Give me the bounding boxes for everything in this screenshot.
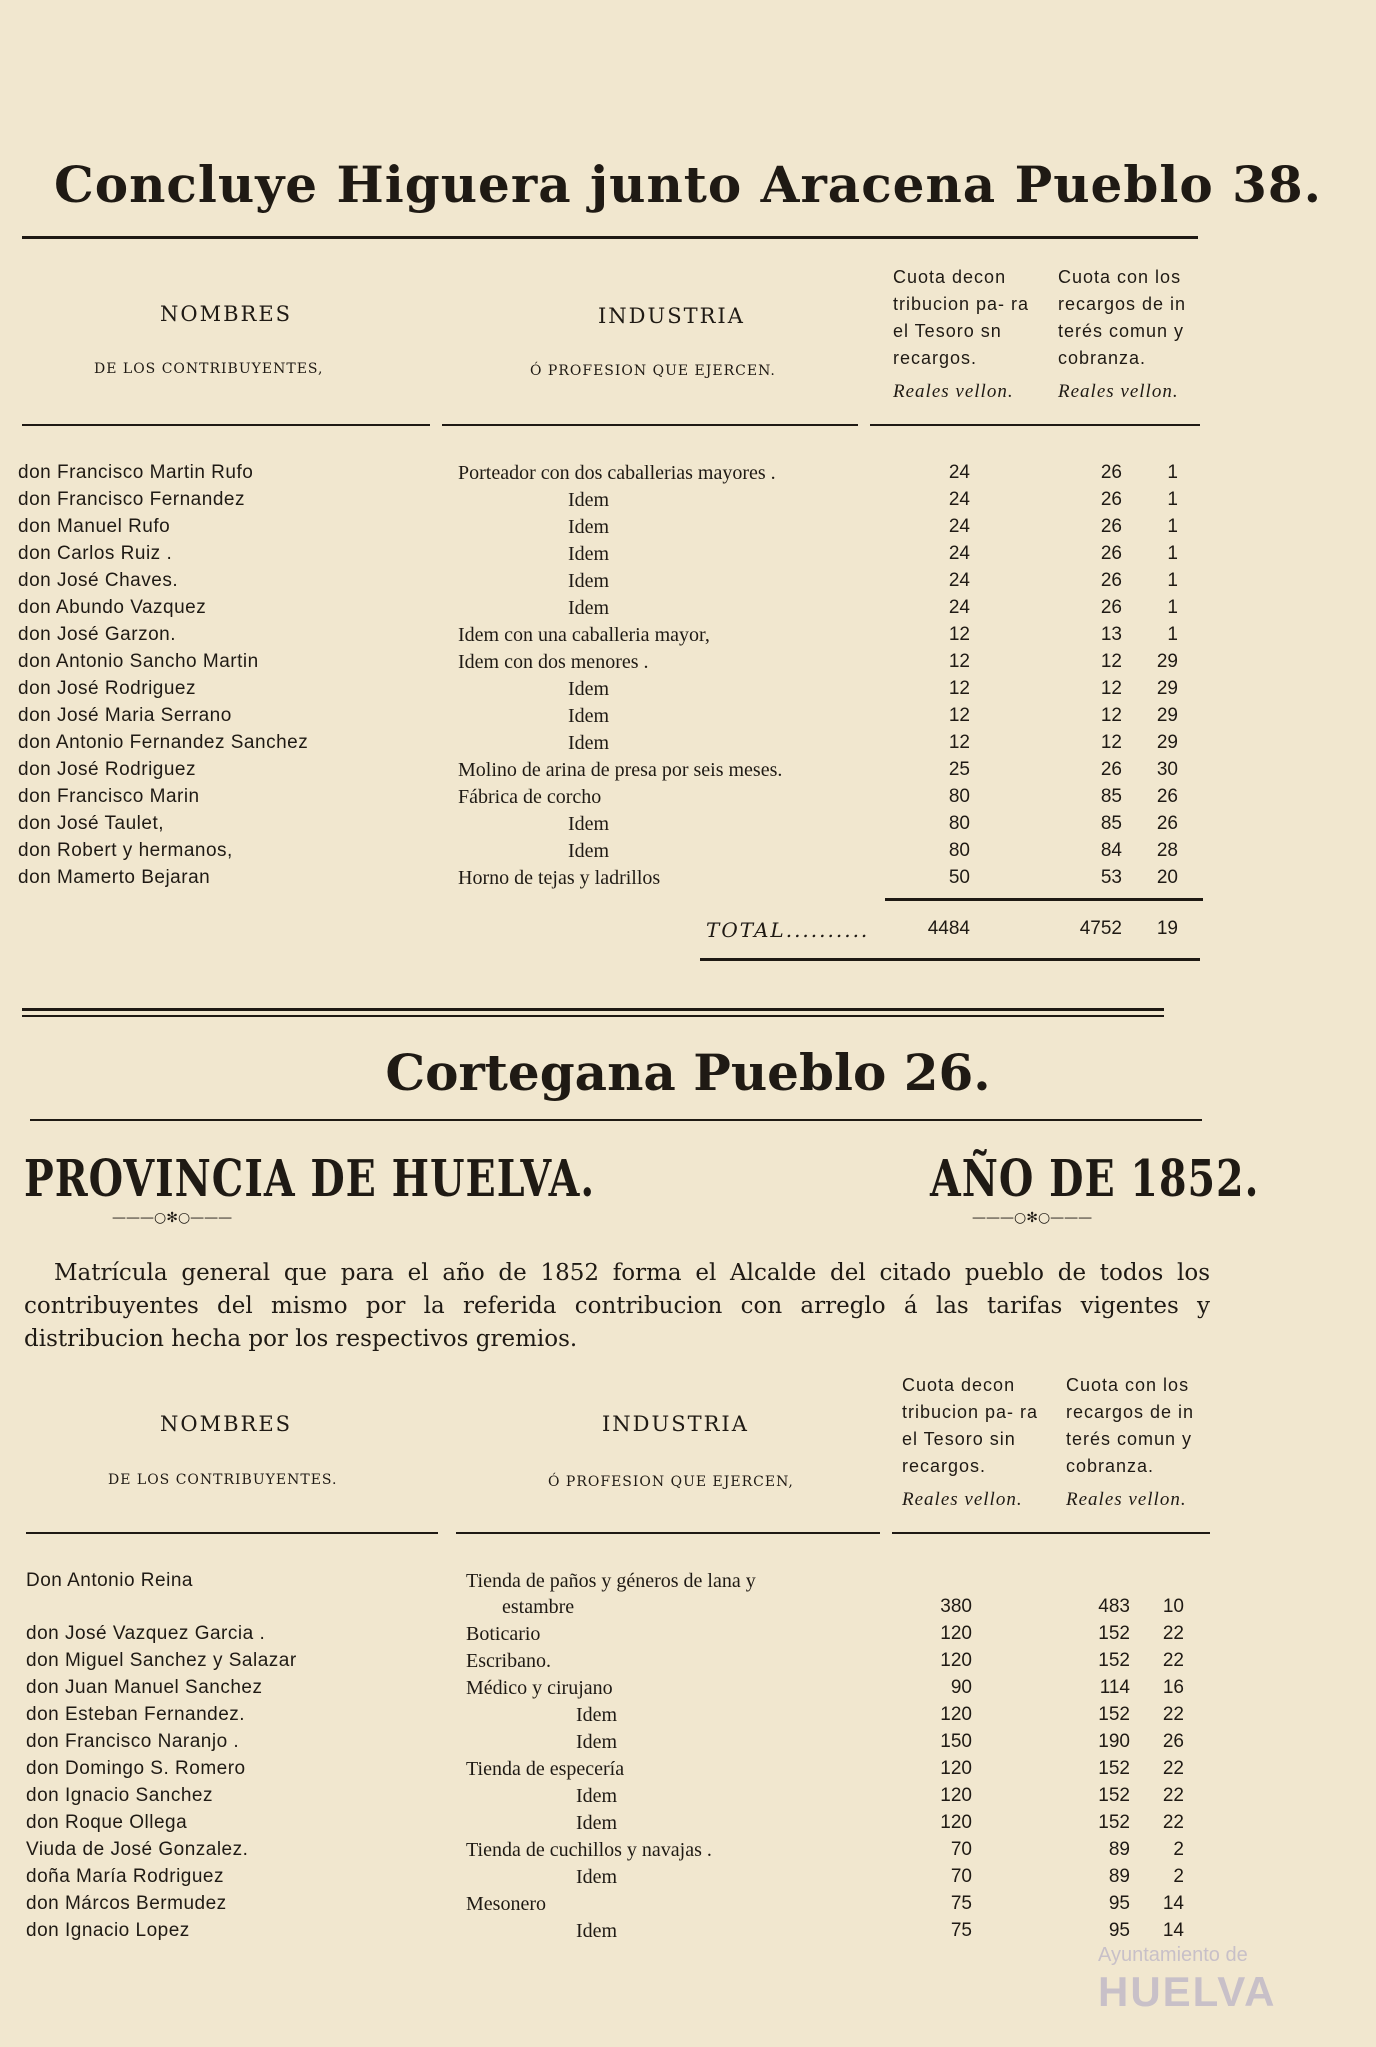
year-heading: AÑO DE 1852. bbox=[930, 1150, 1260, 1209]
section1-row-quota-recargos: 12 bbox=[1100, 732, 1122, 753]
section1-row-quota-fraction: 20 bbox=[1156, 867, 1178, 888]
section1-row-industry: Idem bbox=[568, 840, 610, 862]
section2-row-industry: Boticario bbox=[466, 1623, 541, 1645]
section1-row-quota-recargos: 26 bbox=[1100, 759, 1122, 780]
title-underline bbox=[22, 236, 1198, 239]
section2-row-quota-fraction: 2 bbox=[1173, 1839, 1184, 1860]
section1-row-quota-recargos: 26 bbox=[1100, 543, 1122, 564]
first-row-quota-recargos: 483 bbox=[1098, 1596, 1130, 1617]
section2-row-quota-fraction: 22 bbox=[1162, 1785, 1184, 1806]
section2-row-industry: Médico y cirujano bbox=[466, 1677, 613, 1699]
first-row-quota-tesoro: 380 bbox=[940, 1596, 972, 1617]
section2-row-name: don Roque Ollega bbox=[26, 1812, 188, 1833]
section1-row-quota-tesoro: 12 bbox=[948, 705, 970, 726]
section1-row-name: don Antonio Sancho Martin bbox=[18, 651, 259, 672]
section1-row-industry: Idem bbox=[568, 705, 610, 727]
names-subheader: DE LOS CONTRIBUYENTES, bbox=[94, 361, 324, 377]
section1-row-quota-recargos: 84 bbox=[1100, 840, 1122, 861]
section1-row-quota-recargos: 26 bbox=[1100, 570, 1122, 591]
section2-row-name: don Domingo S. Romero bbox=[26, 1758, 246, 1779]
section2-row-quota-recargos: 89 bbox=[1108, 1866, 1130, 1887]
section1-row-name: don Carlos Ruiz . bbox=[18, 543, 173, 564]
industry-header-2: INDUSTRIA bbox=[602, 1412, 749, 1436]
section2-row-industry: Tienda de especería bbox=[466, 1758, 625, 1780]
total-rule-top bbox=[885, 898, 1203, 901]
section1-row-quota-recargos: 12 bbox=[1100, 705, 1122, 726]
industry-header: INDUSTRIA bbox=[598, 304, 745, 328]
section1-row-quota-fraction: 29 bbox=[1156, 732, 1178, 753]
section2-row-quota-recargos: 152 bbox=[1098, 1758, 1130, 1779]
industry-subheader-2: Ó PROFESION QUE EJERCEN, bbox=[548, 1474, 794, 1490]
section2-row-quota-fraction: 2 bbox=[1173, 1866, 1184, 1887]
total-rule-bottom bbox=[700, 958, 1200, 961]
section2-row-quota-tesoro: 120 bbox=[940, 1623, 972, 1644]
section1-row-industry: Idem bbox=[568, 489, 610, 511]
section2-row-quota-recargos: 152 bbox=[1098, 1623, 1130, 1644]
section1-row-quota-fraction: 1 bbox=[1167, 570, 1178, 591]
section1-row-industry: Idem bbox=[568, 570, 610, 592]
total-quota-fraction: 19 bbox=[1156, 918, 1178, 939]
quota-recargos-label-2: Cuota con los recargos de in terés comun y cobranza. bbox=[1066, 1375, 1195, 1476]
quota-tesoro-header bbox=[893, 264, 1041, 405]
section1-row-name: don José Garzon. bbox=[18, 624, 176, 645]
section2-row-quota-recargos: 152 bbox=[1098, 1812, 1130, 1833]
section1-row-quota-fraction: 28 bbox=[1156, 840, 1178, 861]
section2-row-industry: Escribano. bbox=[466, 1650, 551, 1672]
section2-row-name: don Juan Manuel Sanchez bbox=[26, 1677, 263, 1698]
section2-row-name: don Ignacio Sanchez bbox=[26, 1785, 213, 1806]
section2-row-quota-tesoro: 75 bbox=[950, 1920, 972, 1941]
total-quota-tesoro: 4484 bbox=[927, 918, 970, 939]
section1-row-industry: Idem bbox=[568, 597, 610, 619]
watermark-line2: HUELVA bbox=[1098, 1968, 1277, 2015]
section2-row-quota-tesoro: 90 bbox=[950, 1677, 972, 1698]
section-divider-bottom bbox=[22, 1015, 1164, 1017]
quota-recargos-header-2 bbox=[1066, 1372, 1218, 1513]
quota-tesoro-label-2: Cuota decon tribucion pa- ra el Tesoro sin recargos. bbox=[902, 1375, 1039, 1476]
section2-row-industry: Tienda de cuchillos y navajas . bbox=[466, 1839, 712, 1861]
quota-recargos-unit-2: Reales vellon. bbox=[1066, 1489, 1187, 1510]
section1-row-quota-tesoro: 12 bbox=[948, 732, 970, 753]
section1-row-name: don José Chaves. bbox=[18, 570, 179, 591]
section1-row-quota-tesoro: 80 bbox=[948, 813, 970, 834]
section1-row-quota-fraction: 29 bbox=[1156, 651, 1178, 672]
section1-row-quota-fraction: 1 bbox=[1167, 597, 1178, 618]
section2-row-quota-recargos: 95 bbox=[1108, 1920, 1130, 1941]
section1-title: Concluye Higuera junto Aracena Pueblo 38. bbox=[53, 155, 1323, 214]
section1-row-quota-tesoro: 12 bbox=[948, 651, 970, 672]
section2-title: Cortegana Pueblo 26. bbox=[385, 1043, 991, 1102]
section2-row-quota-tesoro: 120 bbox=[940, 1650, 972, 1671]
section1-row-quota-recargos: 26 bbox=[1100, 516, 1122, 537]
section1-row-quota-tesoro: 12 bbox=[948, 624, 970, 645]
section2-row-quota-fraction: 16 bbox=[1162, 1677, 1184, 1698]
first-row-industry-line2: estambre bbox=[502, 1596, 575, 1618]
section1-row-name: don Abundo Vazquez bbox=[18, 597, 207, 618]
section2-row-quota-tesoro: 150 bbox=[940, 1731, 972, 1752]
section1-row-name: don Francisco Fernandez bbox=[18, 489, 245, 510]
section2-row-name: don Esteban Fernandez. bbox=[26, 1704, 246, 1725]
province-heading: PROVINCIA DE HUELVA. bbox=[24, 1150, 596, 1209]
header2-rule-quotas bbox=[892, 1532, 1210, 1534]
section2-row-quota-tesoro: 120 bbox=[940, 1758, 972, 1779]
section1-row-quota-tesoro: 12 bbox=[948, 678, 970, 699]
header-rule-industry bbox=[442, 424, 858, 426]
section2-row-quota-fraction: 14 bbox=[1162, 1893, 1184, 1914]
quota-recargos-label: Cuota con los recargos de in terés comun y cobranza. bbox=[1058, 267, 1187, 368]
section2-row-quota-fraction: 22 bbox=[1162, 1812, 1184, 1833]
section1-row-quota-recargos: 53 bbox=[1100, 867, 1122, 888]
section1-row-quota-fraction: 1 bbox=[1167, 516, 1178, 537]
section1-row-quota-recargos: 26 bbox=[1100, 489, 1122, 510]
names-header-2: NOMBRES bbox=[160, 1412, 293, 1436]
first-row-name: Don Antonio Reina bbox=[26, 1570, 193, 1591]
section2-row-quota-recargos: 152 bbox=[1098, 1785, 1130, 1806]
section1-row-industry: Idem bbox=[568, 516, 610, 538]
section1-row-name: don José Rodriguez bbox=[18, 759, 196, 780]
industry-subheader: Ó PROFESION QUE EJERCEN. bbox=[530, 363, 776, 379]
section1-row-quota-fraction: 29 bbox=[1156, 678, 1178, 699]
section1-row-name: don Mamerto Bejaran bbox=[18, 867, 211, 888]
section1-row-name: don Robert y hermanos, bbox=[18, 840, 233, 861]
total-label: TOTAL.......... bbox=[706, 918, 870, 942]
section1-row-name: don Manuel Rufo bbox=[18, 516, 171, 537]
section2-row-quota-tesoro: 120 bbox=[940, 1785, 972, 1806]
quota-tesoro-header-2 bbox=[902, 1372, 1050, 1513]
section1-row-quota-tesoro: 80 bbox=[948, 840, 970, 861]
section1-row-quota-recargos: 85 bbox=[1100, 813, 1122, 834]
header-rule-quotas bbox=[870, 424, 1200, 426]
section2-row-name: Viuda de José Gonzalez. bbox=[26, 1839, 249, 1860]
section1-row-industry: Idem bbox=[568, 813, 610, 835]
section2-row-quota-fraction: 22 bbox=[1162, 1704, 1184, 1725]
first-row-industry-line1: Tienda de paños y géneros de lana y bbox=[466, 1570, 756, 1592]
section1-row-quota-tesoro: 24 bbox=[948, 597, 970, 618]
section2-row-name: don Miguel Sanchez y Salazar bbox=[26, 1650, 297, 1671]
section-divider-top bbox=[22, 1008, 1164, 1011]
section1-row-industry: Horno de tejas y ladrillos bbox=[458, 867, 661, 889]
section2-row-industry: Idem bbox=[576, 1812, 618, 1834]
section1-row-name: don Francisco Marin bbox=[18, 786, 200, 807]
section2-row-name: don Ignacio Lopez bbox=[26, 1920, 190, 1941]
intro-paragraph: Matrícula general que para el año de 1852 forma el Alcalde del citado pueblo de todos los contribuyentes del mismo por la referida contribucion con arreglo á las tarifas vigentes y distribucion hecha por los respectivos gremios. bbox=[24, 1260, 1210, 1352]
header2-rule-names bbox=[26, 1532, 438, 1534]
section2-row-quota-fraction: 26 bbox=[1162, 1731, 1184, 1752]
names-header: NOMBRES bbox=[160, 302, 293, 326]
section2-row-industry: Idem bbox=[576, 1731, 618, 1753]
section1-row-quota-tesoro: 50 bbox=[948, 867, 970, 888]
section1-row-name: don Francisco Martin Rufo bbox=[18, 462, 254, 483]
quota-tesoro-unit-2: Reales vellon. bbox=[902, 1489, 1023, 1510]
section1-row-quota-fraction: 1 bbox=[1167, 624, 1178, 645]
section1-row-quota-tesoro: 25 bbox=[948, 759, 970, 780]
section2-title-underline bbox=[30, 1119, 1202, 1121]
section2-row-name: doña María Rodriguez bbox=[26, 1866, 224, 1887]
section2-row-industry: Mesonero bbox=[466, 1893, 546, 1915]
section1-row-name: don José Maria Serrano bbox=[18, 705, 232, 726]
section2-row-quota-fraction: 22 bbox=[1162, 1758, 1184, 1779]
section1-row-quota-fraction: 1 bbox=[1167, 543, 1178, 564]
section2-row-quota-fraction: 14 bbox=[1162, 1920, 1184, 1941]
section1-row-quota-recargos: 85 bbox=[1100, 786, 1122, 807]
section1-row-industry: Molino de arina de presa por seis meses. bbox=[458, 759, 783, 781]
section2-row-quota-recargos: 152 bbox=[1098, 1704, 1130, 1725]
header-rule-names bbox=[22, 424, 430, 426]
quota-recargos-header bbox=[1058, 264, 1210, 405]
section1-row-quota-fraction: 26 bbox=[1156, 786, 1178, 807]
quota-tesoro-unit: Reales vellon. bbox=[893, 381, 1014, 402]
section1-row-quota-recargos: 13 bbox=[1100, 624, 1122, 645]
section2-row-industry: Idem bbox=[576, 1920, 618, 1942]
section2-row-quota-recargos: 152 bbox=[1098, 1650, 1130, 1671]
section2-row-quota-tesoro: 120 bbox=[940, 1812, 972, 1833]
section1-row-quota-tesoro: 24 bbox=[948, 516, 970, 537]
section1-row-industry: Idem bbox=[568, 678, 610, 700]
section2-row-industry: Idem bbox=[576, 1785, 618, 1807]
section1-row-quota-fraction: 29 bbox=[1156, 705, 1178, 726]
section1-row-name: don José Taulet, bbox=[18, 813, 165, 834]
section2-row-quota-tesoro: 120 bbox=[940, 1704, 972, 1725]
section1-row-quota-tesoro: 24 bbox=[948, 543, 970, 564]
total-quota-recargos: 4752 bbox=[1079, 918, 1122, 939]
section1-row-quota-fraction: 1 bbox=[1167, 462, 1178, 483]
section1-row-quota-tesoro: 80 bbox=[948, 786, 970, 807]
section1-row-quota-fraction: 30 bbox=[1156, 759, 1178, 780]
section1-row-quota-tesoro: 24 bbox=[948, 462, 970, 483]
province-ornament: ———○✻○——— bbox=[112, 1210, 233, 1226]
section1-row-industry: Idem bbox=[568, 543, 610, 565]
section1-row-industry: Porteador con dos caballerias mayores . bbox=[458, 462, 776, 484]
first-row-quota-fraction: 10 bbox=[1162, 1596, 1184, 1617]
section2-row-quota-fraction: 22 bbox=[1162, 1650, 1184, 1671]
section2-row-industry: Idem bbox=[576, 1866, 618, 1888]
section2-row-name: don Márcos Bermudez bbox=[26, 1893, 227, 1914]
section2-row-quota-tesoro: 70 bbox=[950, 1866, 972, 1887]
section2-row-quota-tesoro: 75 bbox=[950, 1893, 972, 1914]
section1-row-quota-tesoro: 24 bbox=[948, 570, 970, 591]
header2-rule-industry bbox=[456, 1532, 880, 1534]
section1-row-quota-recargos: 12 bbox=[1100, 678, 1122, 699]
year-ornament: ———○✻○——— bbox=[972, 1210, 1093, 1226]
section1-row-industry: Fábrica de corcho bbox=[458, 786, 602, 808]
section1-row-industry: Idem con una caballeria mayor, bbox=[458, 624, 710, 646]
section2-row-quota-recargos: 190 bbox=[1098, 1731, 1130, 1752]
quota-tesoro-label: Cuota decon tribucion pa- ra el Tesoro sn recargos. bbox=[893, 267, 1030, 368]
section2-row-quota-fraction: 22 bbox=[1162, 1623, 1184, 1644]
watermark-line1: Ayuntamiento de bbox=[1098, 1944, 1248, 1966]
quota-recargos-unit: Reales vellon. bbox=[1058, 381, 1179, 402]
section1-row-quota-fraction: 26 bbox=[1156, 813, 1178, 834]
section1-row-quota-recargos: 26 bbox=[1100, 462, 1122, 483]
section2-row-quota-tesoro: 70 bbox=[950, 1839, 972, 1860]
section2-row-name: don José Vazquez Garcia . bbox=[26, 1623, 266, 1644]
section1-row-industry: Idem con dos menores . bbox=[458, 651, 649, 673]
section1-row-quota-recargos: 26 bbox=[1100, 597, 1122, 618]
section1-row-quota-recargos: 12 bbox=[1100, 651, 1122, 672]
section2-row-quota-recargos: 114 bbox=[1099, 1677, 1130, 1698]
section2-row-quota-recargos: 95 bbox=[1108, 1893, 1130, 1914]
section2-row-industry: Idem bbox=[576, 1704, 618, 1726]
section1-row-quota-fraction: 1 bbox=[1167, 489, 1178, 510]
names-subheader-2: DE LOS CONTRIBUYENTES. bbox=[108, 1472, 338, 1488]
section2-row-name: don Francisco Naranjo . bbox=[26, 1731, 240, 1752]
section1-row-quota-tesoro: 24 bbox=[948, 489, 970, 510]
section1-row-industry: Idem bbox=[568, 732, 610, 754]
section1-row-name: don José Rodriguez bbox=[18, 678, 196, 699]
section1-row-name: don Antonio Fernandez Sanchez bbox=[18, 732, 309, 753]
section2-row-quota-recargos: 89 bbox=[1108, 1839, 1130, 1860]
